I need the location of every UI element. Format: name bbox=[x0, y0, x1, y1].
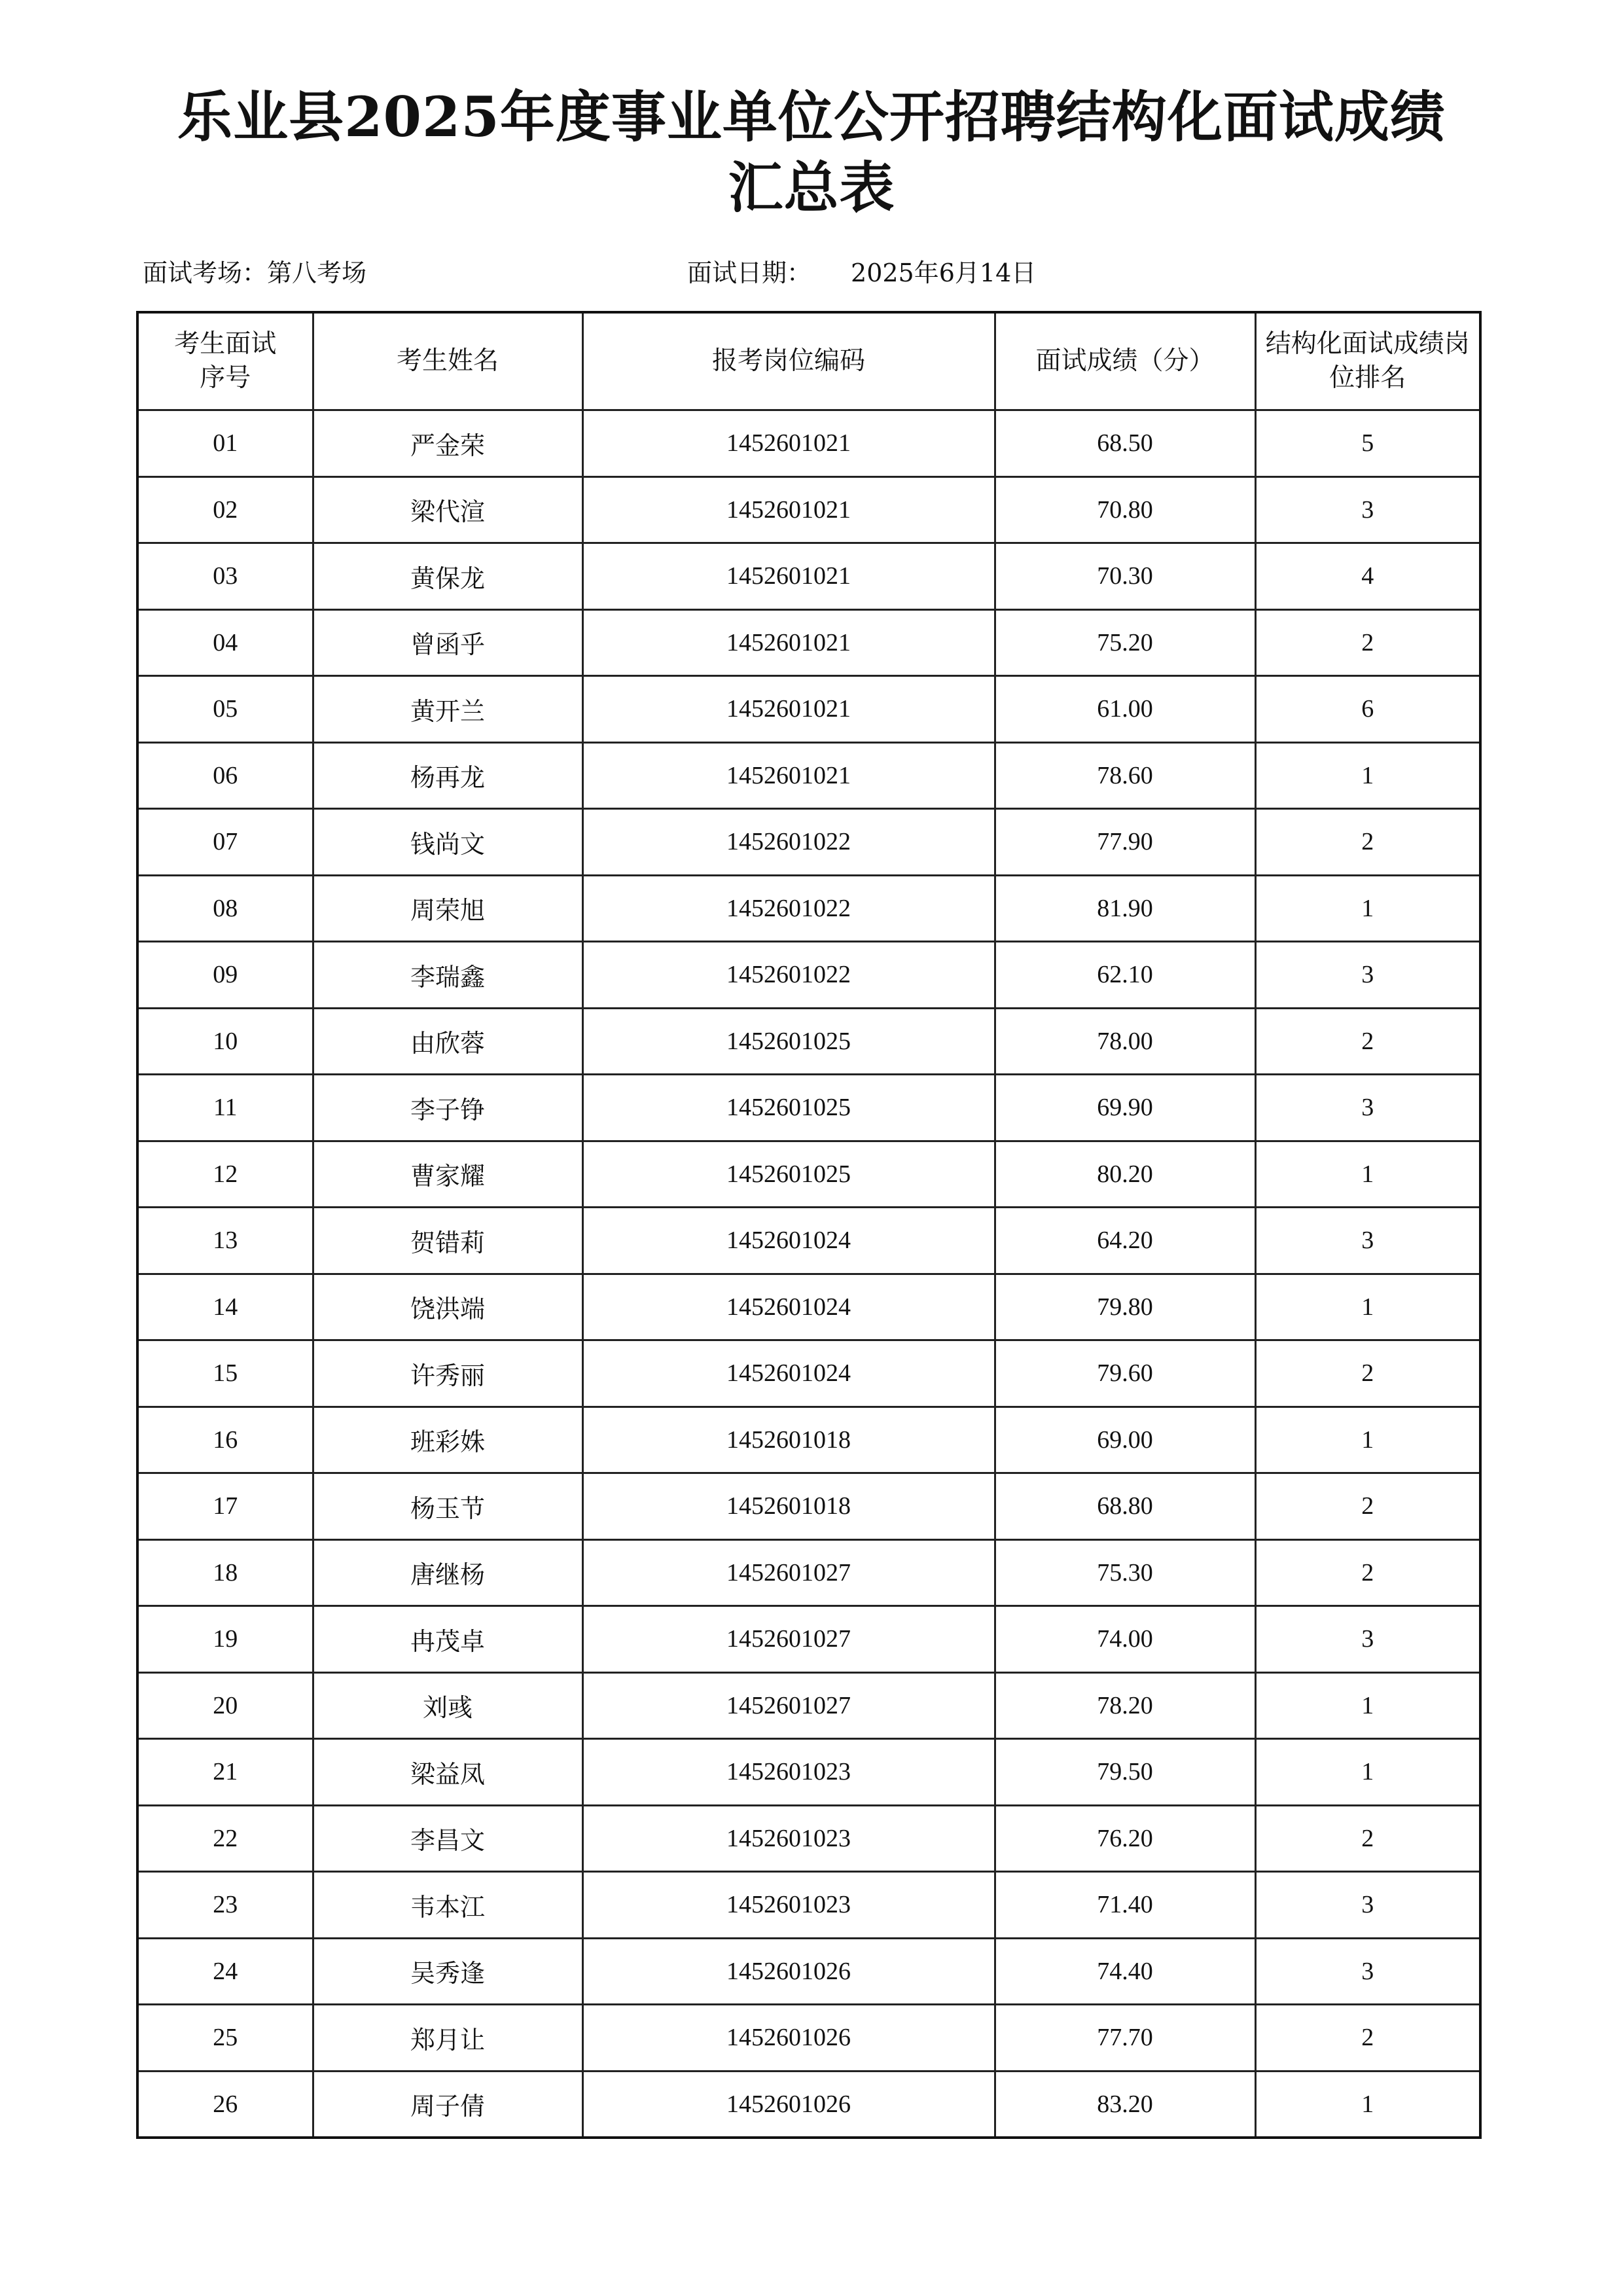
cell-code: 1452601021 bbox=[582, 742, 995, 809]
cell-code: 1452601024 bbox=[582, 1208, 995, 1274]
cell-rank: 1 bbox=[1255, 742, 1480, 809]
cell-seq: 05 bbox=[137, 676, 313, 743]
cell-rank: 1 bbox=[1255, 1739, 1480, 1806]
cell-seq: 03 bbox=[137, 543, 313, 610]
venue-label: 面试考场： bbox=[143, 259, 268, 287]
cell-seq: 25 bbox=[137, 2005, 313, 2072]
cell-name: 钱尚文 bbox=[313, 809, 582, 876]
cell-score: 83.20 bbox=[995, 2071, 1255, 2138]
cell-name: 梁代渲 bbox=[313, 476, 582, 543]
cell-name: 唐继杨 bbox=[313, 1539, 582, 1606]
table-row bbox=[137, 2005, 1480, 2072]
table-row bbox=[137, 1208, 1480, 1274]
title-line-2: 汇总表 bbox=[728, 155, 895, 220]
table-row bbox=[137, 875, 1480, 942]
table-row bbox=[137, 742, 1480, 809]
cell-score: 61.00 bbox=[995, 676, 1255, 743]
cell-name: 吴秀逢 bbox=[313, 1938, 582, 2005]
cell-seq: 02 bbox=[137, 476, 313, 543]
cell-name: 班彩姝 bbox=[313, 1407, 582, 1473]
cell-name: 周荣旭 bbox=[313, 875, 582, 942]
cell-code: 1452601021 bbox=[582, 410, 995, 477]
table-row bbox=[137, 1539, 1480, 1606]
table-row bbox=[137, 942, 1480, 1009]
cell-score: 79.80 bbox=[995, 1274, 1255, 1340]
cell-name: 曹家耀 bbox=[313, 1141, 582, 1208]
cell-score: 79.60 bbox=[995, 1340, 1255, 1407]
cell-code: 1452601018 bbox=[582, 1473, 995, 1540]
cell-name: 李昌文 bbox=[313, 1805, 582, 1872]
cell-rank: 2 bbox=[1255, 1539, 1480, 1606]
cell-name: 郑月让 bbox=[313, 2005, 582, 2072]
date-label: 面试日期： bbox=[687, 259, 812, 287]
date-value: 2025年6月14日 bbox=[851, 259, 1037, 287]
cell-score: 77.70 bbox=[995, 2005, 1255, 2072]
cell-rank: 2 bbox=[1255, 609, 1480, 676]
cell-score: 70.80 bbox=[995, 476, 1255, 543]
cell-rank: 1 bbox=[1255, 875, 1480, 942]
cell-score: 62.10 bbox=[995, 942, 1255, 1009]
cell-seq: 08 bbox=[137, 875, 313, 942]
cell-seq: 10 bbox=[137, 1008, 313, 1075]
cell-seq: 09 bbox=[137, 942, 313, 1009]
cell-code: 1452601022 bbox=[582, 809, 995, 876]
cell-seq: 21 bbox=[137, 1739, 313, 1806]
cell-name: 李瑞鑫 bbox=[313, 942, 582, 1009]
cell-code: 1452601023 bbox=[582, 1739, 995, 1806]
cell-rank: 2 bbox=[1255, 1473, 1480, 1540]
cell-seq: 01 bbox=[137, 410, 313, 477]
table-row bbox=[137, 1473, 1480, 1540]
cell-score: 80.20 bbox=[995, 1141, 1255, 1208]
table-row bbox=[137, 1075, 1480, 1141]
cell-name: 杨再龙 bbox=[313, 742, 582, 809]
cell-rank: 2 bbox=[1255, 1008, 1480, 1075]
cell-seq: 14 bbox=[137, 1274, 313, 1340]
cell-name: 黄保龙 bbox=[313, 543, 582, 610]
cell-score: 74.40 bbox=[995, 1938, 1255, 2005]
cell-score: 69.00 bbox=[995, 1407, 1255, 1473]
cell-code: 1452601027 bbox=[582, 1672, 995, 1739]
header-name: 考生姓名 bbox=[313, 312, 582, 410]
cell-name: 曾函乎 bbox=[313, 609, 582, 676]
cell-score: 75.30 bbox=[995, 1539, 1255, 1606]
cell-name: 梁益凤 bbox=[313, 1739, 582, 1806]
cell-code: 1452601021 bbox=[582, 543, 995, 610]
cell-seq: 26 bbox=[137, 2071, 313, 2138]
header-rank: 结构化面试成绩岗位排名 bbox=[1255, 312, 1480, 410]
cell-score: 64.20 bbox=[995, 1208, 1255, 1274]
cell-rank: 1 bbox=[1255, 1672, 1480, 1739]
cell-code: 1452601026 bbox=[582, 2005, 995, 2072]
cell-code: 1452601021 bbox=[582, 609, 995, 676]
cell-score: 68.50 bbox=[995, 410, 1255, 477]
cell-score: 75.20 bbox=[995, 609, 1255, 676]
cell-code: 1452601024 bbox=[582, 1274, 995, 1340]
cell-code: 1452601024 bbox=[582, 1340, 995, 1407]
cell-score: 76.20 bbox=[995, 1805, 1255, 1872]
cell-seq: 18 bbox=[137, 1539, 313, 1606]
table-row bbox=[137, 410, 1480, 477]
cell-code: 1452601021 bbox=[582, 676, 995, 743]
table-header bbox=[137, 312, 1480, 410]
cell-code: 1452601026 bbox=[582, 1938, 995, 2005]
cell-rank: 1 bbox=[1255, 1274, 1480, 1340]
cell-rank: 3 bbox=[1255, 1938, 1480, 2005]
score-table bbox=[136, 311, 1482, 2139]
cell-score: 78.00 bbox=[995, 1008, 1255, 1075]
cell-rank: 3 bbox=[1255, 1872, 1480, 1939]
cell-code: 1452601018 bbox=[582, 1407, 995, 1473]
cell-code: 1452601027 bbox=[582, 1606, 995, 1673]
cell-code: 1452601027 bbox=[582, 1539, 995, 1606]
cell-rank: 3 bbox=[1255, 1606, 1480, 1673]
cell-score: 81.90 bbox=[995, 875, 1255, 942]
cell-seq: 13 bbox=[137, 1208, 313, 1274]
cell-name: 由欣蓉 bbox=[313, 1008, 582, 1075]
table-row bbox=[137, 809, 1480, 876]
cell-seq: 19 bbox=[137, 1606, 313, 1673]
cell-rank: 6 bbox=[1255, 676, 1480, 743]
cell-score: 74.00 bbox=[995, 1606, 1255, 1673]
cell-seq: 12 bbox=[137, 1141, 313, 1208]
table-row bbox=[137, 609, 1480, 676]
cell-score: 79.50 bbox=[995, 1739, 1255, 1806]
cell-rank: 3 bbox=[1255, 1075, 1480, 1141]
cell-seq: 04 bbox=[137, 609, 313, 676]
table-row bbox=[137, 676, 1480, 743]
cell-seq: 15 bbox=[137, 1340, 313, 1407]
cell-code: 1452601022 bbox=[582, 875, 995, 942]
cell-name: 贺错莉 bbox=[313, 1208, 582, 1274]
table-body bbox=[137, 410, 1480, 2138]
cell-name: 饶洪端 bbox=[313, 1274, 582, 1340]
table-row bbox=[137, 1340, 1480, 1407]
exam-venue bbox=[143, 257, 366, 289]
cell-seq: 17 bbox=[137, 1473, 313, 1540]
cell-rank: 1 bbox=[1255, 2071, 1480, 2138]
table-row bbox=[137, 1805, 1480, 1872]
cell-seq: 06 bbox=[137, 742, 313, 809]
table-row bbox=[137, 476, 1480, 543]
table-row bbox=[137, 543, 1480, 610]
title-line-1: 乐业县2025年度事业单位公开招聘结构化面试成绩 bbox=[177, 84, 1446, 149]
table-row bbox=[137, 1008, 1480, 1075]
cell-rank: 2 bbox=[1255, 1340, 1480, 1407]
cell-rank: 3 bbox=[1255, 1208, 1480, 1274]
cell-name: 周子倩 bbox=[313, 2071, 582, 2138]
table-row bbox=[137, 1407, 1480, 1473]
cell-seq: 24 bbox=[137, 1938, 313, 2005]
cell-rank: 2 bbox=[1255, 2005, 1480, 2072]
cell-score: 78.60 bbox=[995, 742, 1255, 809]
cell-rank: 3 bbox=[1255, 942, 1480, 1009]
table-row bbox=[137, 1141, 1480, 1208]
cell-code: 1452601025 bbox=[582, 1075, 995, 1141]
header-seq: 考生面试序号 bbox=[137, 312, 313, 410]
cell-seq: 07 bbox=[137, 809, 313, 876]
cell-name: 许秀丽 bbox=[313, 1340, 582, 1407]
table-row bbox=[137, 1274, 1480, 1340]
exam-date bbox=[687, 257, 1036, 289]
cell-seq: 22 bbox=[137, 1805, 313, 1872]
cell-rank: 2 bbox=[1255, 1805, 1480, 1872]
cell-code: 1452601023 bbox=[582, 1872, 995, 1939]
cell-seq: 16 bbox=[137, 1407, 313, 1473]
cell-name: 韦本江 bbox=[313, 1872, 582, 1939]
cell-score: 71.40 bbox=[995, 1872, 1255, 1939]
cell-name: 李子铮 bbox=[313, 1075, 582, 1141]
cell-score: 69.90 bbox=[995, 1075, 1255, 1141]
table-row bbox=[137, 1672, 1480, 1739]
cell-name: 严金荣 bbox=[313, 410, 582, 477]
cell-rank: 5 bbox=[1255, 410, 1480, 477]
cell-code: 1452601022 bbox=[582, 942, 995, 1009]
cell-name: 冉茂卓 bbox=[313, 1606, 582, 1673]
cell-code: 1452601025 bbox=[582, 1141, 995, 1208]
cell-score: 78.20 bbox=[995, 1672, 1255, 1739]
header-code: 报考岗位编码 bbox=[582, 312, 995, 410]
cell-code: 1452601025 bbox=[582, 1008, 995, 1075]
table-row bbox=[137, 1739, 1480, 1806]
cell-rank: 1 bbox=[1255, 1407, 1480, 1473]
table-row bbox=[137, 2071, 1480, 2138]
table-row bbox=[137, 1606, 1480, 1673]
table-row bbox=[137, 1938, 1480, 2005]
cell-rank: 2 bbox=[1255, 809, 1480, 876]
cell-seq: 20 bbox=[137, 1672, 313, 1739]
document-title bbox=[0, 82, 1623, 223]
cell-rank: 1 bbox=[1255, 1141, 1480, 1208]
cell-score: 70.30 bbox=[995, 543, 1255, 610]
cell-rank: 4 bbox=[1255, 543, 1480, 610]
cell-name: 杨玉节 bbox=[313, 1473, 582, 1540]
cell-code: 1452601026 bbox=[582, 2071, 995, 2138]
cell-code: 1452601021 bbox=[582, 476, 995, 543]
venue-value: 第八考场 bbox=[267, 259, 367, 287]
cell-name: 黄开兰 bbox=[313, 676, 582, 743]
header-score: 面试成绩（分） bbox=[995, 312, 1255, 410]
cell-score: 77.90 bbox=[995, 809, 1255, 876]
cell-code: 1452601023 bbox=[582, 1805, 995, 1872]
table-row bbox=[137, 1872, 1480, 1939]
cell-name: 刘彧 bbox=[313, 1672, 582, 1739]
cell-seq: 23 bbox=[137, 1872, 313, 1939]
cell-score: 68.80 bbox=[995, 1473, 1255, 1540]
cell-seq: 11 bbox=[137, 1075, 313, 1141]
cell-rank: 3 bbox=[1255, 476, 1480, 543]
